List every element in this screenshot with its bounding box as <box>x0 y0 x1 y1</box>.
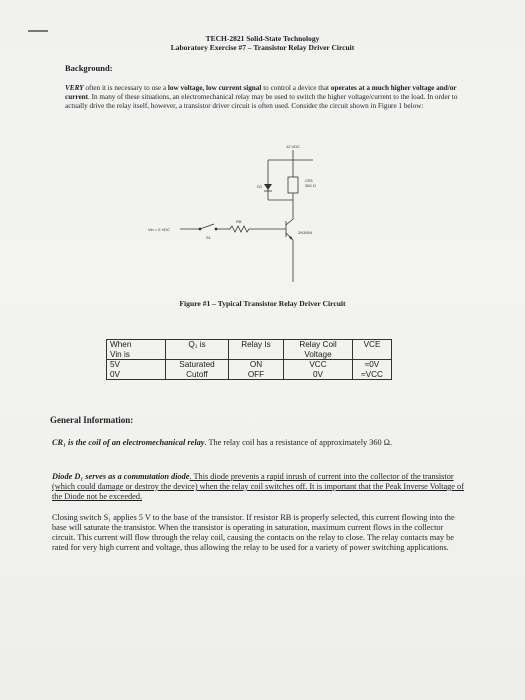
vin-label: Vin = 5 VDC <box>148 227 171 232</box>
cell-q1: Saturated <box>179 360 215 369</box>
exercise-title: Laboratory Exercise #7 – Transistor Relay Driver Circuit <box>170 43 355 52</box>
coil-paragraph <box>52 438 464 448</box>
cell-vce: ≈VCC <box>361 369 383 379</box>
table-header-cell <box>284 340 353 360</box>
table-header-cell <box>107 340 166 360</box>
header-q1: Q₁ is <box>188 340 206 349</box>
header-relay: Relay Is <box>241 340 271 349</box>
pen-mark <box>28 30 48 32</box>
cell-coil: 0V <box>312 369 323 379</box>
header-when: When <box>110 340 132 349</box>
header-coil: Relay Coil <box>299 340 337 349</box>
relay-truth-table <box>106 339 392 380</box>
cell-q1: Cutoff <box>186 369 208 379</box>
table-cell <box>229 360 284 380</box>
relay-resistance-label: 360 Ω <box>305 183 316 188</box>
diode-lead: Diode D₁ serves as a commutation diode <box>52 472 190 481</box>
cell-relay: OFF <box>247 369 265 379</box>
transistor-label: 2N3904 <box>298 230 313 235</box>
diode-paragraph <box>52 472 464 502</box>
coil-text: . The relay coil has a resistance of approximately 360 Ω. <box>204 438 393 447</box>
cell-vce: ≈0V <box>364 360 380 369</box>
diode-label: D1 <box>257 184 263 189</box>
background-text-3: . In many of these situations, an electromechanical relay may be used to switch the higher voltage/current to the load. In order to actually drive the relay itself, however, a transistor driver circuit is often used. Consider the circuit shown in Figure 1 below: <box>65 92 458 110</box>
table-header-row <box>107 340 392 360</box>
rb-label: RB <box>236 219 242 224</box>
background-text-1: often it is necessary to use a <box>83 84 168 92</box>
cell-vin: 5V <box>110 360 121 369</box>
coil-lead: CR₁ is the coil of an electromechanical relay <box>52 438 205 447</box>
table-cell <box>107 360 166 380</box>
background-bold-1: low voltage, low current signal <box>167 84 262 92</box>
course-title: TECH-2821 Solid-State Technology <box>205 34 320 43</box>
table-cell <box>166 360 229 380</box>
header-vce: VCE <box>363 340 381 349</box>
cell-coil: VCC <box>309 360 327 369</box>
table-header-cell <box>229 340 284 360</box>
switch-label: S1 <box>206 235 211 240</box>
header-vin: Vin is <box>110 349 130 359</box>
background-heading: Background: <box>65 63 113 73</box>
figure-caption: Figure #1 – Typical Transistor Relay Driver Circuit <box>179 299 346 308</box>
cell-relay: ON <box>249 360 263 369</box>
supply-label: 12 VDC <box>286 144 301 149</box>
background-text-2: to control a device that <box>261 84 331 92</box>
table-cell <box>284 360 353 380</box>
relay-name-label: CR1 <box>305 178 314 183</box>
general-heading: General Information: <box>50 415 134 425</box>
diode-symbol <box>264 184 272 190</box>
cell-vin: 0V <box>110 369 121 379</box>
table-header-cell <box>353 340 392 360</box>
table-row <box>107 360 392 380</box>
switch-paragraph: Closing switch S₁ applies 5 V to the base of the transistor. If resistor RB is properly selected, this current flowing into the base will saturate the transistor. When the transistor is operating in saturation, maximum current flows in the collector circuit. This current will flow through the relay coil, causing the contacts on the relay to close. The relay contacts may be rated for very high current and voltage, thus allowing the relay to be used for a variety of power switching applications. <box>52 513 455 552</box>
diode-text: . This diode prevents a rapid inrush of current into the collector of the transistor (which could damage or destroy the device) when the relay coil switches off. It is important that the Peak Inverse Voltage of the Diode not be exceeded. <box>52 472 464 501</box>
header-voltage: Voltage <box>304 349 332 359</box>
background-lead: VERY <box>65 84 84 92</box>
table-cell <box>353 360 392 380</box>
relay-driver-schematic <box>140 142 400 292</box>
background-paragraph <box>65 84 460 110</box>
table-header-cell <box>166 340 229 360</box>
background-bold-2: operates at a much higher voltage and/or current <box>65 84 457 101</box>
